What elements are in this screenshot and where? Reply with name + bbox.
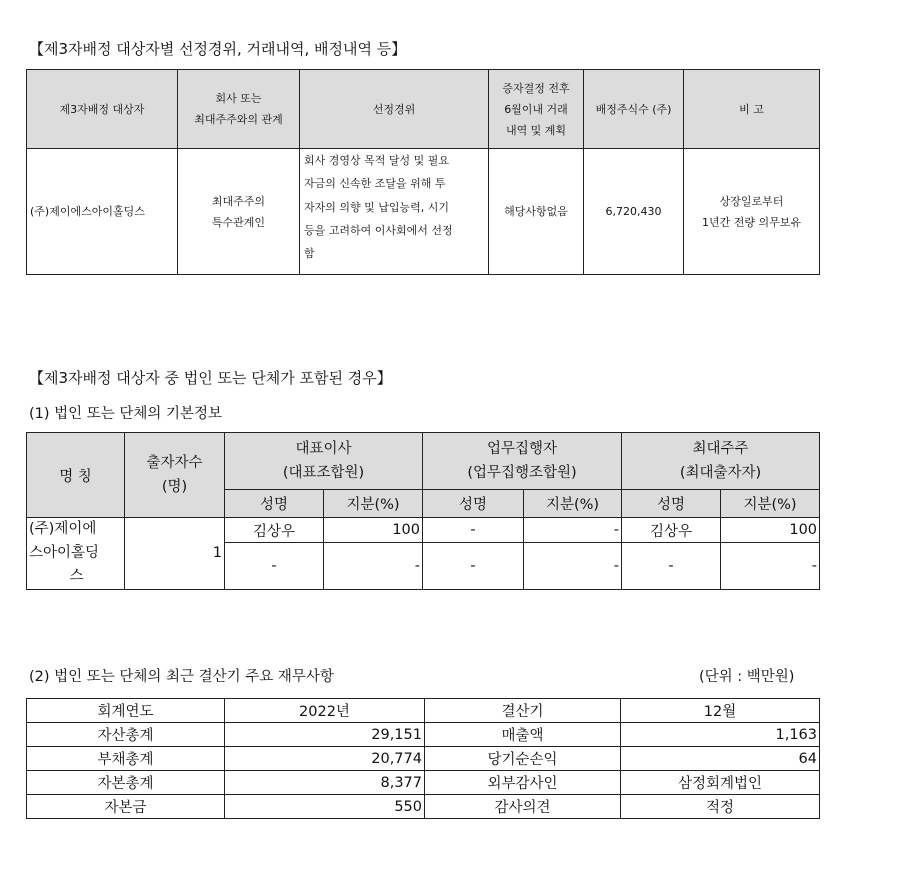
value-cell: 20,774 [225,747,425,771]
subheader-share: 지분(%) [721,490,820,518]
section1-title: 【제3자배정 대상자별 선정경위, 거래내역, 배정내역 등】 [29,40,407,58]
cell-note-line2: 1년간 전량 의무보유 [702,215,801,229]
header-exec-line2: (업무집행조합원) [467,465,577,481]
section3-subtitle: (2) 법인 또는 단체의 최근 결산기 주요 재무사항 [29,669,334,685]
cell-plan: 해당사항없음 [489,149,584,275]
value-cell: 1,163 [621,723,820,747]
cell-exec-person: - [423,543,524,589]
reason-line: 함 [304,247,315,261]
label-cell: 결산기 [425,699,621,723]
header-reason: 선정경위 [300,70,489,149]
header-exec-line1: 업무집행자 [486,441,558,457]
cell-relation-line2: 특수관계인 [211,215,266,229]
value-cell: 29,151 [225,723,425,747]
cell-shares: 6,720,430 [584,149,684,275]
cell-exec-share: - [524,518,622,543]
label-cell: 부채총계 [27,747,225,771]
table-row [27,699,820,723]
header-representative [225,433,423,490]
reason-line: 등을 고려하여 이사회에서 선정 [304,223,453,237]
financial-table [26,698,820,819]
header-investors-line1: 출자자수 [146,455,203,471]
label-cell: 자산총계 [27,723,225,747]
cell-relation [178,149,300,275]
entity-name-line3: 스 [69,568,84,584]
table-row [27,723,820,747]
header-plan [489,70,584,149]
cell-investors: 1 [125,518,225,590]
cell-entity-name [27,518,125,590]
header-major-line2: (최대출자자) [679,465,762,481]
cell-note-line1: 상장일로부터 [719,194,784,208]
subheader-person: 성명 [423,490,524,518]
cell-rep-share: 100 [324,518,423,543]
cell-relation-line1: 최대주주의 [211,194,266,208]
header-rep-line1: 대표이사 [295,441,352,457]
value-cell: 550 [225,795,425,819]
subheader-share: 지분(%) [524,490,622,518]
value-cell: 8,377 [225,771,425,795]
cell-rep-person: - [225,543,324,589]
header-relation-line1: 회사 또는 [215,92,262,105]
section2-title: 【제3자배정 대상자 중 법인 또는 단체가 포함된 경우】 [29,369,392,387]
label-cell: 회계연도 [27,699,225,723]
reason-line: 자자의 의향 및 납입능력, 시기 [304,200,449,214]
value-cell: 적정 [621,795,820,819]
header-target: 제3자배정 대상자 [27,70,178,149]
cell-note [684,149,820,275]
header-plan-line3: 내역 및 계획 [505,123,567,137]
reason-line: 자금의 신속한 조달을 위해 투 [304,177,446,191]
header-relation-line2: 최대주주와의 관계 [194,113,283,126]
header-rep-line2: (대표조합원) [282,465,365,481]
label-cell: 감사의견 [425,795,621,819]
entity-info-table [26,432,820,590]
allocation-table [26,69,820,275]
table-row [27,795,820,819]
value-cell: 64 [621,747,820,771]
header-executive [423,433,622,490]
cell-major-person: - [622,543,721,589]
cell-rep-person: 김상우 [225,518,324,543]
entity-name-line2: 스아이홀딩 [29,544,100,561]
header-name: 명 칭 [27,433,125,518]
label-cell: 당기순손익 [425,747,621,771]
entity-name-line1: (주)제이에 [29,521,97,537]
cell-exec-person: - [423,518,524,543]
cell-rep-share: - [324,543,423,589]
table-row [27,747,820,771]
cell-major-share: - [721,543,820,589]
header-plan-line2: 6월이내 거래 [504,102,568,116]
label-cell: 매출액 [425,723,621,747]
label-cell: 자본총계 [27,771,225,795]
header-investors-line2: (명) [161,479,188,495]
value-cell: 삼정회계법인 [621,771,820,795]
reason-line: 회사 경영상 목적 달성 및 필요 [304,154,449,167]
subheader-share: 지분(%) [324,490,423,518]
label-cell: 외부감사인 [425,771,621,795]
value-cell: 2022년 [225,699,425,723]
subheader-person: 성명 [225,490,324,518]
header-shares: 배정주식수 (주) [584,70,684,149]
header-note: 비 고 [684,70,820,149]
value-cell: 12월 [621,699,820,723]
header-relation [178,70,300,149]
cell-target: (주)제이에스아이홀딩스 [27,149,178,275]
subheader-person: 성명 [622,490,721,518]
cell-major-person: 김상우 [622,518,721,543]
label-cell: 자본금 [27,795,225,819]
header-plan-line1: 증자결정 전후 [502,81,570,95]
header-major-line1: 최대주주 [692,441,749,457]
cell-major-share: 100 [721,518,820,543]
table-row [27,771,820,795]
unit-label: (단위 : 백만원) [699,669,795,685]
cell-exec-share: - [524,543,622,589]
cell-reason [300,149,489,275]
section2-subtitle: (1) 법인 또는 단체의 기본정보 [29,406,223,422]
header-major-shareholder [622,433,820,490]
header-investors [125,433,225,518]
